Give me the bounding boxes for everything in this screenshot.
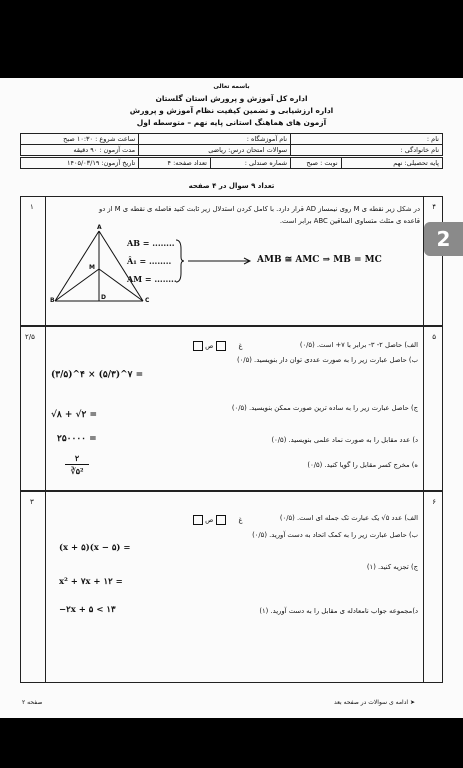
seat-field: شماره صندلی : (210, 158, 290, 169)
false-checkbox[interactable] (193, 515, 203, 525)
shift: نوبت : صبح (291, 158, 342, 169)
footer-next: ➤ ادامه ی سوالات در صفحه بعد (334, 699, 415, 706)
q6-tf (193, 515, 243, 525)
q5-e-num: ۲ (74, 453, 80, 463)
basmala: باسمه تعالی (213, 83, 250, 90)
grade: پایه تحصیلی: نهم (341, 158, 442, 169)
true-checkbox[interactable] (216, 515, 226, 525)
q6-number: ۶ (432, 498, 436, 506)
info-table (20, 133, 443, 156)
q4-conclusion: AMB ≅ AMC ⇒ MB = MC (257, 255, 382, 265)
q6-b: ب) حاصل عبارت زیر را به کمک اتحاد به دست آورید. (۰/۵) (252, 531, 418, 539)
header-line3: آزمون های هماهنگ استانی پایه نهم – متوسطه اول (136, 118, 327, 127)
q5-d-expr: ۲۵۰۰۰۰ = (57, 434, 97, 444)
page-badge[interactable]: 2 (424, 222, 463, 256)
true-label: ص (205, 516, 214, 524)
footer-page: صفحه ۲ (22, 699, 43, 706)
label-B: B (50, 297, 55, 304)
q4-row2: Â₁ = ........ (127, 256, 172, 266)
fraction-bar (65, 464, 89, 465)
question-5 (20, 326, 443, 491)
subject: سوالات امتحان درس: ریاضی (139, 145, 291, 156)
page-count: تعداد صفحه: ۴ (139, 158, 211, 169)
q5-number: ۵ (432, 333, 436, 341)
brace-icon (175, 239, 185, 283)
q5-c-expr: √۸ + √۲ = (51, 410, 97, 420)
q5-b-expr: (۳/۵)^۴ × (۵/۳)^۷ = (51, 370, 144, 380)
label-D: D (101, 294, 106, 301)
q6-b-expr: (x + ۵)(x − ۵) = (59, 543, 131, 553)
q4-text1: در شکل زیر نقطه ی M روی نیمساز AD قرار دارد. با کامل کردن استدلال زیر ثابت کنید فاصله ی نقطه ی M از دو (98, 205, 420, 213)
q5-e: ه) مخرج کسر مقابل را گویا کنید. (۰/۵) (307, 461, 418, 469)
q4-row3: AM = ........ (127, 274, 177, 284)
label-C: C (145, 297, 150, 304)
arrow-left-icon: ➤ (409, 699, 415, 706)
q5-e-den: ∛۵² (70, 466, 84, 476)
header-line1: اداره کل آموزش و پرورش استان گلستان (155, 94, 308, 103)
q6-d-expr: −۲x + ۵ < ۱۳ (59, 605, 116, 615)
header-line2: اداره ارزشیابی و تضمین کیفیت نظام آموزش و پرورش (129, 106, 334, 115)
question-6 (20, 491, 443, 683)
label-M: M (89, 264, 95, 271)
label-A: A (97, 224, 102, 231)
q5-score: ۲/۵ (25, 333, 35, 341)
q5-d: د) عدد مقابل را به صورت نماد علمی بنویسید. (۰/۵) (271, 436, 418, 444)
q4-text2: قاعده ی مثلث متساوی الساقین ABC برابر است. (279, 217, 420, 225)
question-count: تعداد ۹ سوال در ۴ صفحه (188, 182, 275, 190)
true-checkbox[interactable] (216, 341, 226, 351)
q5-a: الف) حاصل ۲- ۳- برابر با ۷+ است. (۰/۵) (299, 341, 418, 349)
family-field: نام خانوادگی : (291, 145, 443, 156)
school-field: نام آموزشگاه : (139, 134, 291, 145)
name-field: نام : (291, 134, 443, 145)
q4-score: ۱ (30, 203, 34, 211)
q6-d: د)مجموعه جواب نامعادله ی مقابل را به دست آورید. (۱) (259, 607, 418, 615)
q5-b: ب) حاصل عبارت زیر را به صورت عددی توان دار بنویسید. (۰/۵) (236, 356, 418, 364)
q6-c-expr: x² + ۷x + ۱۲ = (59, 577, 123, 587)
long-arrow-icon (187, 257, 253, 265)
false-label: غ (238, 516, 243, 524)
q5-tf (193, 341, 243, 351)
info-table-2 (20, 157, 443, 169)
q6-a: الف) عدد ۵√ یک عبارت تک جمله ای است. (۰/۵) (279, 514, 418, 522)
q4-number: ۴ (432, 203, 436, 211)
false-checkbox[interactable] (193, 341, 203, 351)
q6-score: ۳ (30, 498, 34, 506)
duration: مدت آزمون : ۹۰ دقیقه (21, 145, 139, 156)
q5-c: ج) حاصل عبارت زیر را به ساده ترین صورت ممکن بنویسید. (۰/۵) (231, 404, 418, 412)
start-time: ساعت شروع : ۱۰:۳۰ صبح (21, 134, 139, 145)
question-4 (20, 196, 443, 326)
q6-c: ج) تجزیه کنید. (۱) (366, 563, 418, 571)
false-label: غ (238, 342, 243, 350)
q4-row1: AB = ........ (127, 238, 175, 248)
exam-date: تاریخ آزمون: ۱۴۰۵/۰۳/۱۹ (21, 158, 139, 169)
true-label: ص (205, 342, 214, 350)
exam-page (0, 78, 463, 718)
